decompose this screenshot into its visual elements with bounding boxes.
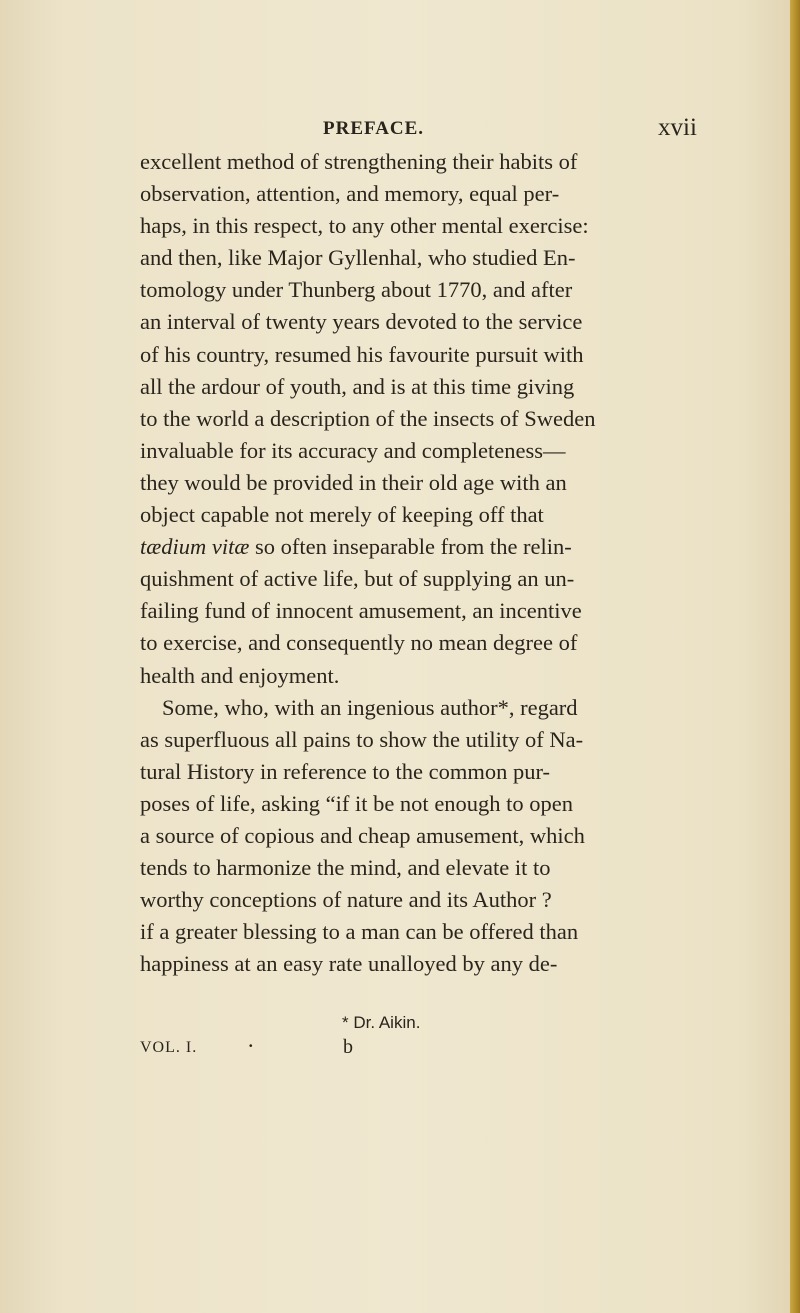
printer-mark: • [249,1041,253,1052]
signature-mark: b [343,1036,353,1058]
text-line: object capable not merely of keeping off that [140,502,544,528]
page-header [0,114,800,148]
text-line: to the world a description of the insects of Sweden [140,405,596,431]
text-line: they would be provided in their old age with an [140,469,567,495]
text-line: poses of life, asking “if it be not enough to open [140,790,574,816]
text-line: invaluable for its accuracy and completeness— [140,437,566,463]
text-line: tural History in reference to the common pur- [140,758,551,784]
text-line: and then, like Major Gyllenhal, who studied En- [140,245,576,271]
text-line: tædium vitæ so often inseparable from the relin- [140,534,572,560]
text-line: tomology under Thunberg about 1770, and after [140,277,573,303]
page-number: xvii [658,114,697,141]
text-line: worthy conceptions of nature and its Author ? [140,887,552,913]
volume-label: VOL. I. [140,1039,198,1056]
text-line: excellent method of strengthening their habits of [140,149,578,174]
page-footer [140,1036,640,1069]
text-line: failing fund of innocent amusement, an incentive [140,598,582,624]
text-line: happiness at an easy rate unalloyed by any de- [140,951,558,977]
text-line: health and enjoyment. [140,662,340,688]
text-line: haps, in this respect, to any other mental exercise: [140,213,589,239]
text-line: observation, attention, and memory, equal per- [140,181,560,207]
text-line: all the ardour of youth, and is at this time giving [140,373,575,399]
text-line: to exercise, and consequently no mean degree of [140,630,578,656]
text-line: tends to harmonize the mind, and elevate it to [140,855,551,881]
latin-phrase: tædium vitæ [140,534,250,560]
text-line: as superfluous all pains to show the utility of Na- [140,726,584,752]
body-text [140,146,790,980]
text-line: if a greater blessing to a man can be offered than [140,919,579,945]
text-line: an interval of twenty years devoted to the service [140,309,583,335]
page-edge [790,0,800,1313]
text-line: of his country, resumed his favourite pursuit with [140,341,584,367]
text-line: quishment of active life, but of supplying an un- [140,566,575,592]
text-line: a source of copious and cheap amusement, which [140,822,585,848]
running-head: PREFACE. [323,118,425,139]
footnote: * Dr. Aikin. [342,1013,421,1032]
paragraph-start-line: Some, who, with an ingenious author*, regard [162,694,578,720]
